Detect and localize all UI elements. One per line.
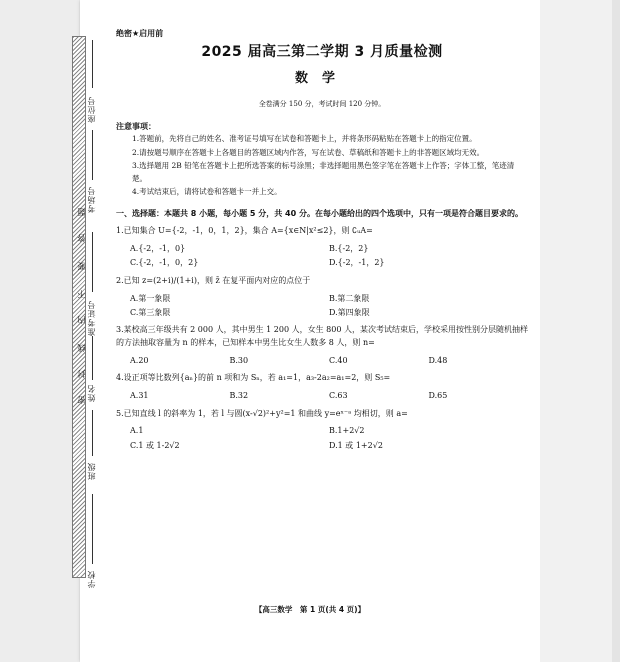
question-3 bbox=[116, 324, 528, 368]
viewer-background-left bbox=[0, 0, 78, 662]
question-stem: 3.某校高三年级共有 2 000 人，其中男生 1 200 人，女生 800 人，某次考试结束后，学校采用按性别分层随机抽样的方法抽取容量为 n 的样本，已知样本中男生比女生人数多 8 人，则 n= bbox=[116, 325, 528, 348]
option-d: D.{-2，-1，2} bbox=[329, 258, 385, 268]
question-4 bbox=[116, 372, 528, 403]
gutter-stripe bbox=[72, 36, 86, 578]
question-options bbox=[130, 354, 528, 368]
question-options bbox=[130, 292, 528, 321]
question-options bbox=[130, 424, 528, 453]
secret-label: 绝密★启用前 bbox=[116, 29, 164, 38]
option-c: C.第三象限 bbox=[130, 308, 171, 318]
option-a: A.{-2，-1，0} bbox=[130, 244, 186, 254]
option-c: C.1 或 1-2√2 bbox=[130, 440, 180, 450]
notice-item: 3.选择题用 2B 铅笔在答题卡上把所选答案的标号涂黑；非选择题用黑色签字笔在答题卡上作答；字体工整，笔迹清楚。 bbox=[132, 160, 515, 183]
question-2 bbox=[116, 275, 528, 321]
admission-line bbox=[92, 232, 93, 292]
name-line bbox=[92, 336, 93, 380]
question-stem: 4.设正项等比数列{aₙ}的前 n 项和为 Sₙ，若 a₁=1，a₃-2a₂=a₁=2，则 S₅= bbox=[116, 373, 391, 383]
notice-item: 2.请按题号顺序在答题卡上各题目的答题区域内作答，写在试卷、草稿纸和答题卡上的非答题区域均无效。 bbox=[132, 147, 485, 157]
exam-room-line bbox=[92, 130, 93, 180]
option-d: D.65 bbox=[428, 391, 448, 401]
exam-page bbox=[77, 0, 540, 662]
school-label: 学校 bbox=[87, 570, 96, 588]
option-d: D.48 bbox=[428, 356, 448, 366]
option-b: B.32 bbox=[229, 391, 249, 401]
option-c: C.{-2，-1，0，2} bbox=[130, 258, 199, 268]
question-stem: 5.已知直线 l 的斜率为 1，若 l 与圆(x-√2)²+y²=1 和曲线 y=eˣ⁻ᵃ 均相切，则 a= bbox=[116, 408, 408, 418]
option-a: A.第一象限 bbox=[130, 293, 171, 303]
seal-char: 线 bbox=[77, 344, 86, 352]
subject-title: 数学 bbox=[294, 70, 349, 86]
seal-char: 封 bbox=[77, 370, 86, 378]
question-1 bbox=[116, 225, 528, 271]
seal-char: 答 bbox=[77, 234, 86, 242]
option-a: A.31 bbox=[130, 391, 149, 401]
page-footer: 【高三数学 第 1 页(共 4 页)】 bbox=[254, 605, 366, 614]
notice-heading: 注意事项： bbox=[116, 121, 156, 131]
class-line bbox=[92, 410, 93, 456]
notice-item: 1.答题前，先将自己的姓名、准考证号填写在试卷和答题卡上，并将条形码粘贴在答题卡上的指定位置。 bbox=[132, 134, 477, 144]
option-d: D.1 或 1+2√2 bbox=[329, 440, 383, 450]
school-line bbox=[92, 494, 93, 564]
option-a: A.1 bbox=[130, 426, 144, 436]
option-b: B.{-2，2} bbox=[329, 244, 369, 254]
notice-item: 4.考试结束后，请将试卷和答题卡一并上交。 bbox=[132, 186, 282, 196]
question-stem: 1.已知集合 U={-2，-1，0，1，2}，集合 A={x∈N|x²≤2}，则 ∁ᵤA= bbox=[116, 226, 373, 236]
seal-char: 密 bbox=[77, 396, 86, 404]
class-label: 班级 bbox=[87, 462, 96, 480]
question-options bbox=[130, 242, 528, 271]
admission-label: 准考证号 bbox=[87, 300, 96, 336]
seal-char: 内 bbox=[77, 316, 86, 324]
option-c: C.40 bbox=[329, 356, 348, 366]
option-b: B.1+2√2 bbox=[329, 426, 365, 436]
seal-char: 不 bbox=[77, 290, 86, 298]
name-label: 姓名 bbox=[87, 384, 96, 402]
seal-char: 题 bbox=[77, 208, 86, 216]
score-info: 全卷满分 150 分，考试时间 120 分钟。 bbox=[258, 99, 386, 108]
question-options bbox=[130, 389, 528, 403]
scrollbar[interactable] bbox=[612, 0, 620, 662]
viewer-background-right bbox=[540, 0, 620, 662]
option-d: D.第四象限 bbox=[329, 308, 370, 318]
question-5 bbox=[116, 408, 528, 454]
seal-char: 要 bbox=[77, 262, 86, 270]
exam-content bbox=[116, 28, 528, 453]
section-heading: 一、选择题：本题共 8 小题，每小题 5 分，共 40 分。在每小题给出的四个选项中，只有一项是符合题目要求的。 bbox=[116, 209, 523, 219]
option-b: B.第二象限 bbox=[329, 293, 370, 303]
exam-title: 2025 届高三第二学期 3 月质量检测 bbox=[201, 43, 443, 60]
option-b: B.30 bbox=[229, 356, 249, 366]
option-c: C.63 bbox=[329, 391, 348, 401]
option-a: A.20 bbox=[130, 356, 149, 366]
seat-line bbox=[92, 40, 93, 88]
seat-label: 座位号 bbox=[87, 96, 96, 123]
question-stem: 2.已知 z=(2+i)/(1+i)，则 z̄ 在复平面内对应的点位于 bbox=[116, 275, 311, 285]
exam-room-label: 考场号 bbox=[87, 186, 96, 213]
